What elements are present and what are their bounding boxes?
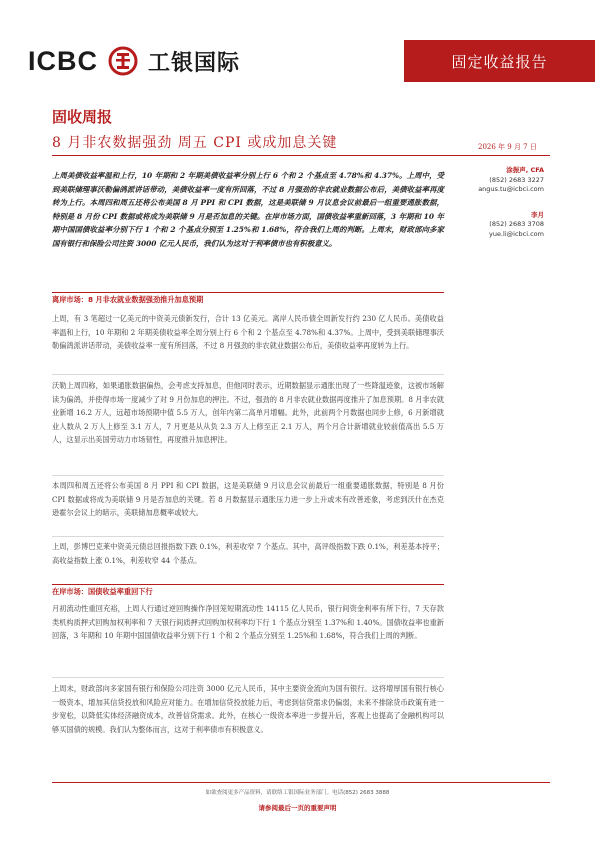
section-heading-offshore: 离岸市场：8 月非农就业数据强劲推升加息预期	[52, 292, 444, 305]
paragraph: 本周四和周五还将公布美国 8 月 PPI 和 CPI 数据，这是美联储 9 月议息会议前最后一组重要通胀数据，特别是 8 月份 CPI 数据或将成为美联储 9 月是否加息的关键。若 8 月数据显示通胀压力进一步上升或未有改善迹象，考虑到沃什在杰克逊霍尔会议上的暗示，美联储加息概率或较大。	[52, 481, 444, 517]
title-divider	[52, 155, 550, 156]
author-phone: (852) 2683 3227	[489, 175, 544, 184]
author-card	[448, 211, 544, 240]
paragraph: 月初流动性重回充裕，上周人行通过逆回购操作净回笼短期流动性 14115 亿人民币，银行间资金利率有所下行，7 天存款类机构质押式回购加权利率和 7 天银行间质押式回购加权利率均下行 1 个基点分别至 1.37%和 1.40%。国债收益率也重新回落，3 年期和 10 年期中国国债收益率分别下行 1 个和 2 个基点分别至 1.25%和 1.68%，符合我们上周的判断。	[52, 604, 444, 640]
report-type-banner: 固定收益报告	[404, 40, 595, 82]
paragraph: 上周，彭博巴克莱中资美元债总回报指数下跌 0.1%，利差收窄 7 个基点。其中，高评级指数下跌 0.1%，利差基本持平；高收益指数上涨 0.1%，利差收窄 44 个基点。	[52, 542, 444, 565]
author-name: 李月	[531, 210, 544, 219]
footer-divider	[52, 782, 550, 783]
paragraph: 上周，有 3 笔超过一亿美元的中资美元债新发行，合计 13 亿美元。离岸人民币债全周新发行约 230 亿人民币。美债收益率温和上行，10 年期和 2 年期美债收益率全周分别上行 6 个和 2 个基点至 4.78%和 4.37%。上周中，受到美联储理事沃勒偏鸽派讲话带动，美债收益率一度有所回落，不过 8 月强劲的非农就业数据公布后，美债收益率再度转为上行。	[52, 314, 444, 350]
paragraph-divider	[52, 677, 444, 678]
report-date: 2026 年 9 月 7 日	[478, 143, 537, 151]
author-phone: (852) 2683 3708	[489, 220, 544, 228]
section-heading-onshore: 在岸市场：国债收益率重回下行	[52, 584, 444, 597]
icbc-seal-icon	[108, 46, 138, 76]
company-logo	[28, 40, 240, 82]
author-name: 涂振声, CFA	[506, 166, 544, 174]
logo-chinese-text: 工银国际	[148, 50, 241, 76]
logo-latin-text: ICBC	[28, 45, 98, 76]
page-title: 8 月非农数据强劲 周五 CPI 或成加息关键	[52, 135, 338, 151]
author-email[interactable]: angus.tu@icbci.com	[478, 185, 544, 193]
paragraph-divider	[52, 374, 444, 375]
paragraph: 上周末，财政部向多家国有银行和保险公司注资 3000 亿元人民币，其中主要资金流向为国有银行。这将增厚国有银行核心一级资本，增加其信贷投放和风险应对能力。在增加信贷投放能力后，考虑到信贷需求仍偏弱，未来不排除货币政策有进一步宽松，以降低实体经济融资成本，改善信贷需求。此外，在核心一级资本率进一步提升后，客观上也提高了金融机构可以够买国债的规模。我们认为整体而言，这对于利率债市有积极意义。	[52, 684, 444, 734]
footer-contact: 如欲查阅更多产品资料，请联络工银国际业务部门。电话(852) 2683 3888	[205, 790, 390, 796]
executive-summary: 上周美债收益率温和上行，10 年期和 2 年期美债收益率分别上行 6 个和 2 个基点至 4.78%和 4.37%。上周中，受到美联储理事沃勒偏鸽派讲话带动，美债收益率一度有所回落，不过 8 月强劲的非农就业数据公布后，美债收益率再度转为上行。本周四和周五还将公布美国 8 月 PPI 和 CPI 数据，这是美联储 9 月议息会议前最后一组重要通胀数据，特别是 8 月份 CPI 数据或将成为美联储 9 月是否加息的关键。在岸市场方面，国债收益率重新回落，3 年期和 10 年期中国国债收益率分别下行 1 个和 2 个基点分别至 1.25%和 1.68%，符合我们上周的判断。上周末，财政部向多家国有银行和保险公司注资 3000 亿元人民币，我们认为这对于利率债市也有积极意义。	[52, 171, 444, 248]
author-panel	[448, 166, 544, 255]
author-card	[448, 166, 544, 195]
report-category: 固收周报	[52, 108, 113, 126]
paragraph-divider	[52, 475, 444, 476]
author-email[interactable]: yue.li@icbci.com	[489, 229, 544, 238]
paragraph: 沃勒上周四称，如果通胀数据偏热，会考虑支持加息，但他同时表示，近期数据显示通胀出现了一些降温迹象，这被市场解读为偏鸽，并使得市场一度减少了对 9 月份加息的押注。不过，强劲的 8 月非农就业数据再度推升了加息预期。8 月非农就业新增 16.2 万人，远超市场预期中值 5.5 万人，创年内第二高单月增幅。此外，此前两个月数据也同步上修，6 月新增就业人数从 2 万人上修至 3.1 万人，7 月更是从从负 2.3 万人上修至正 2.1 万人，两个月合计新增就业较前值高出 5.5 万人，这显示出美国劳动力市场韧性，再度推升加息押注。	[52, 381, 444, 444]
paragraph-divider	[52, 536, 444, 537]
footer-disclaimer[interactable]: 请参阅最后一页的重要声明	[258, 804, 337, 812]
